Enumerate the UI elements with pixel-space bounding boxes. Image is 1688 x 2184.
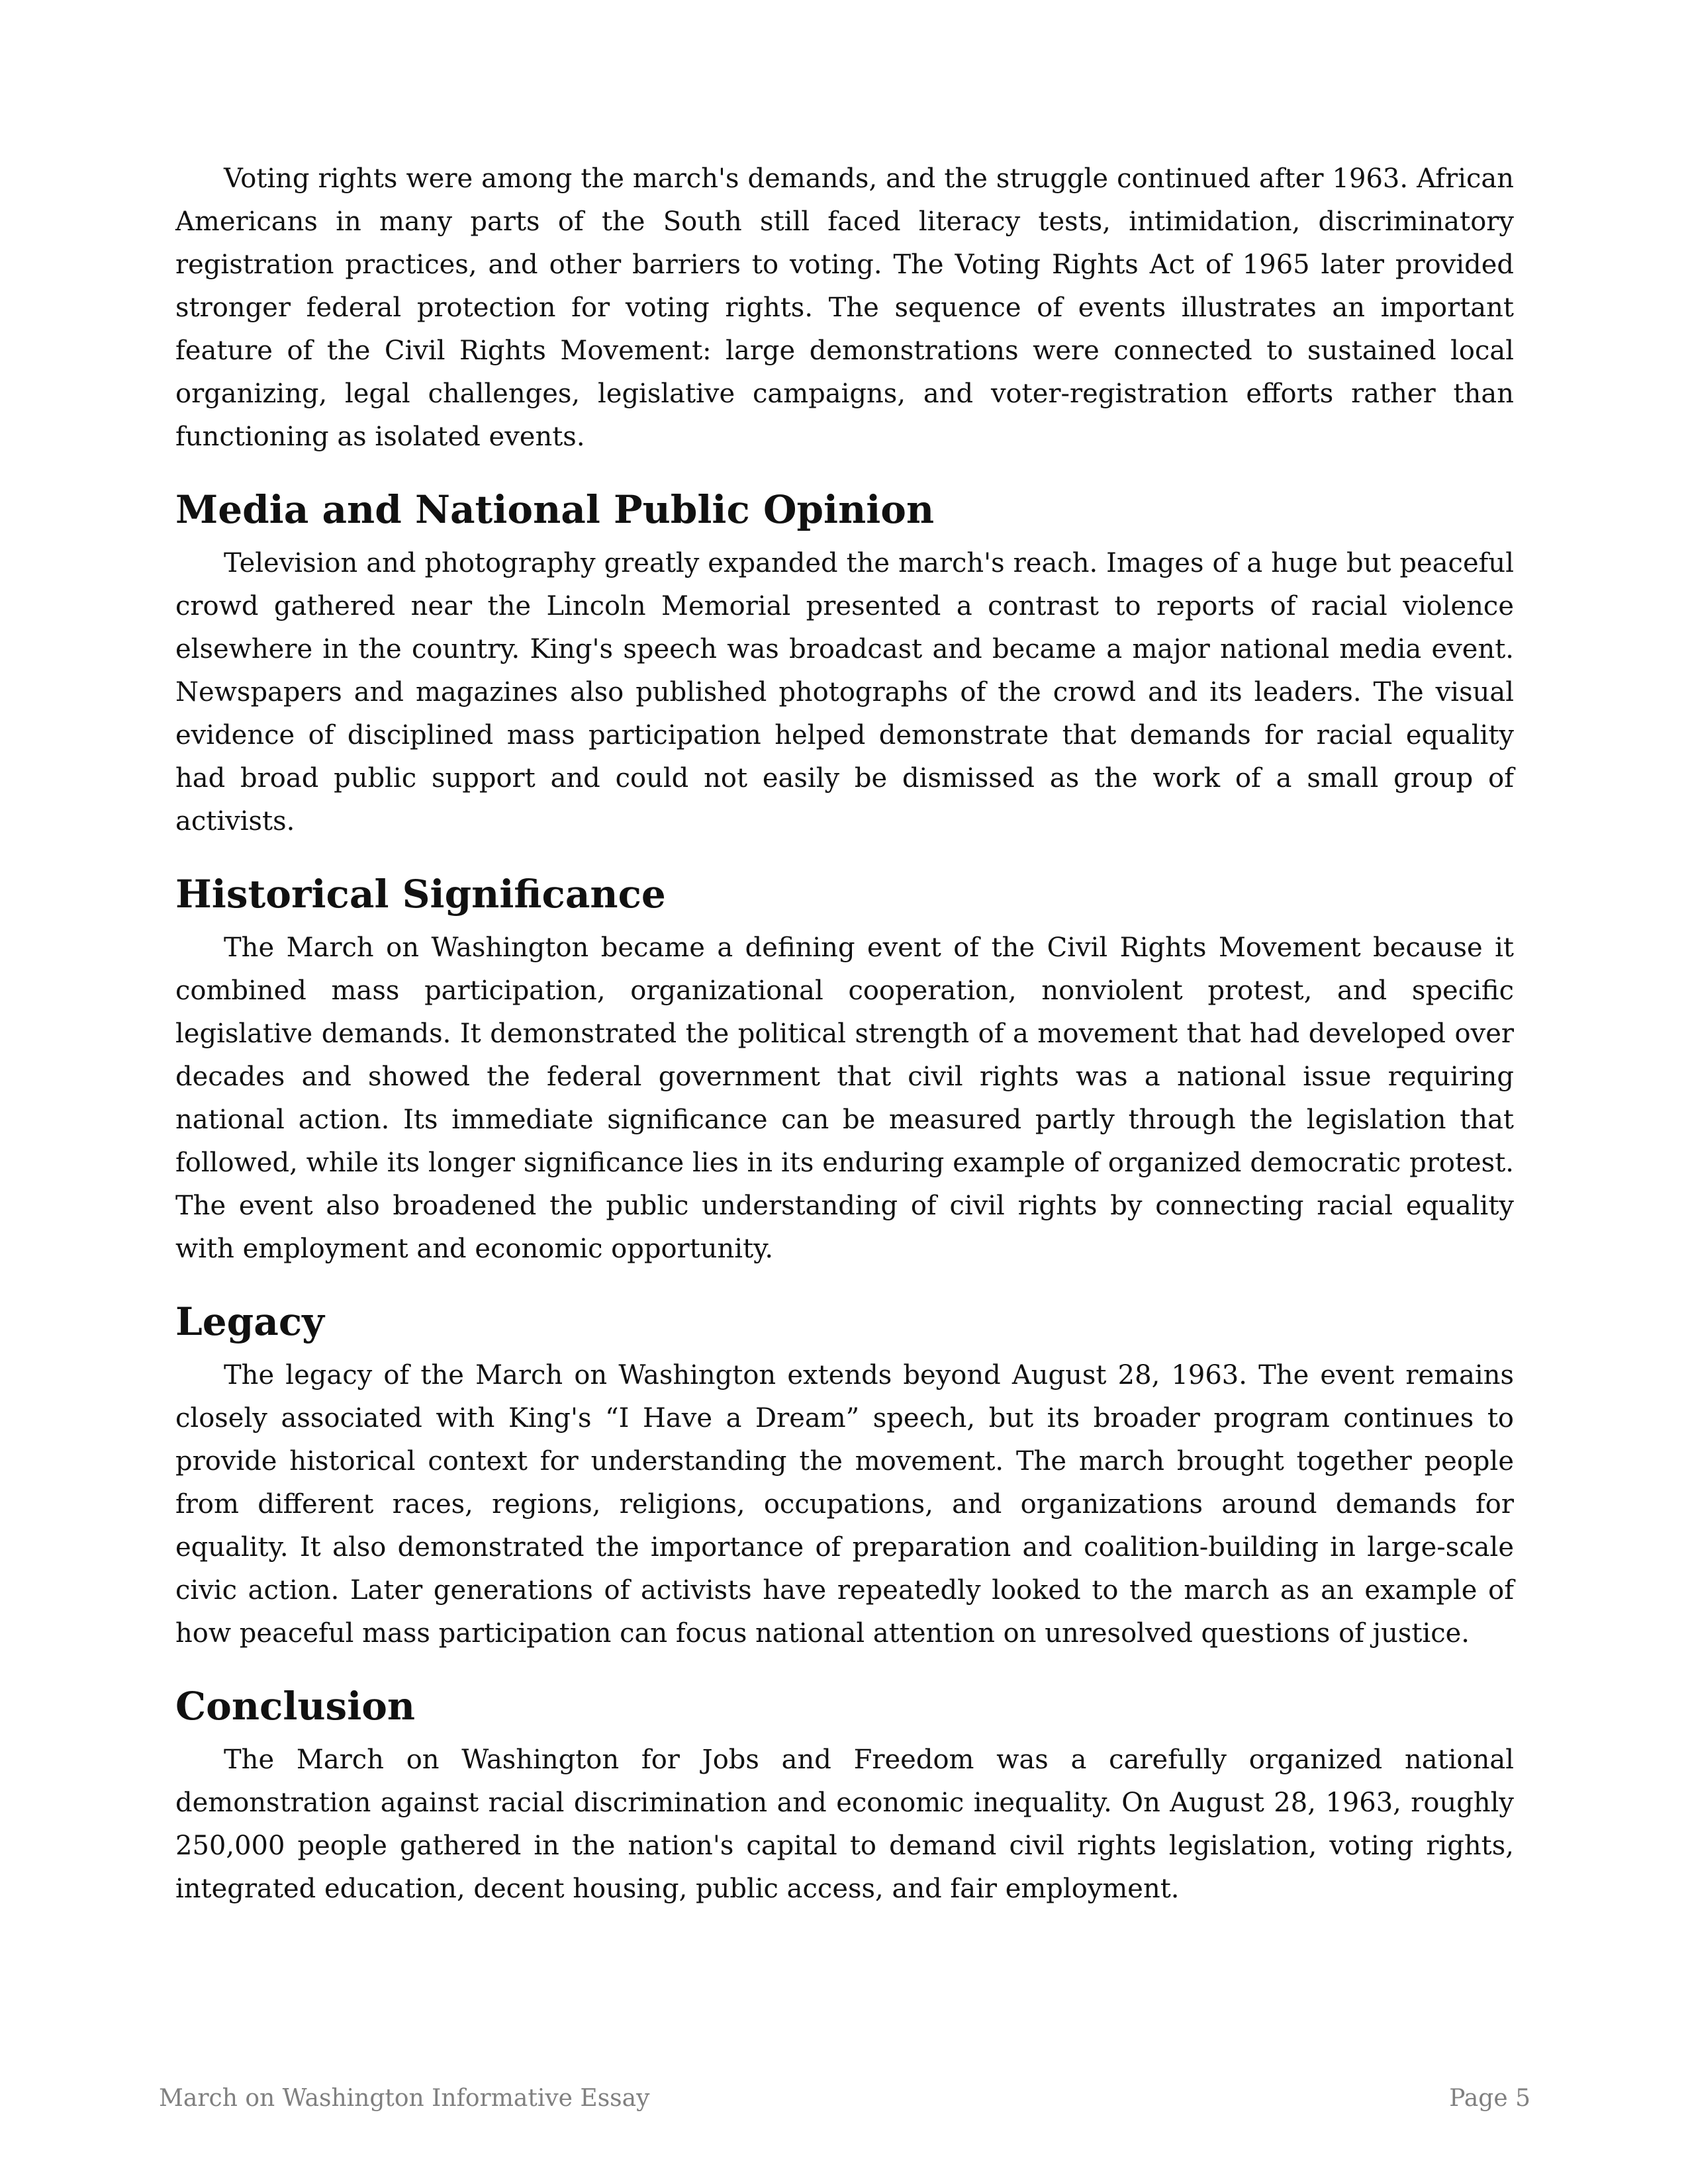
paragraph-historical-significance: The March on Washington became a defining event of the Civil Rights Movement because it combined mass participation, organizational cooperation, nonviolent protest, and specific legislative demands. It demonstrated the political strength of a movement that had developed over decades and showed the federal government that civil rights was a national issue requiring national action. Its immediate significance can be measured partly through the legislation that followed, while its longer significance lies in its enduring example of organized democratic protest. The event also broadened the public understanding of civil rights by connecting racial equality with employment and economic opportunity. (175, 933, 1514, 1264)
footer-document-title: March on Washington Informative Essay (159, 2085, 650, 2112)
page-footer (159, 2085, 1530, 2112)
heading-media-public-opinion: Media and National Public Opinion (175, 487, 935, 532)
heading-historical-significance: Historical Significance (175, 872, 666, 917)
paragraph-media-public-opinion: Television and photography greatly expanded the march's reach. Images of a huge but peaceful crowd gathered near the Lincoln Memorial presented a contrast to reports of racial violence elsewhere in the country. King's speech was broadcast and became a major national media event. Newspapers and magazines also published photographs of the crowd and its leaders. The visual evidence of disciplined mass participation helped demonstrate that demands for racial equality had broad public support and could not easily be dismissed as the work of a small group of activists. (175, 548, 1514, 837)
footer-page-number: Page 5 (1449, 2085, 1530, 2112)
heading-conclusion: Conclusion (175, 1684, 416, 1729)
intro-paragraph: Voting rights were among the march's demands, and the struggle continued after 1963. African Americans in many parts of the South still faced literacy tests, intimidation, discriminatory registration practices, and other barriers to voting. The Voting Rights Act of 1965 later provided stronger federal protection for voting rights. The sequence of events illustrates an important feature of the Civil Rights Movement: large demonstrations were connected to sustained local organizing, legal challenges, legislative campaigns, and voter-registration efforts rather than functioning as isolated events. (175, 163, 1514, 452)
paragraph-legacy: The legacy of the March on Washington extends beyond August 28, 1963. The event remains closely associated with King's “I Have a Dream” speech, but its broader program continues to provide historical context for understanding the movement. The march brought together people from different races, regions, religions, occupations, and organizations around demands for equality. It also demonstrated the importance of preparation and coalition-building in large-scale civic action. Later generations of activists have repeatedly looked to the march as an example of how peaceful mass participation can focus national attention on unresolved questions of justice. (175, 1360, 1514, 1649)
document-body (175, 158, 1514, 1911)
heading-legacy: Legacy (175, 1299, 324, 1344)
paragraph-conclusion: The March on Washington for Jobs and Freedom was a carefully organized national demonstration against racial discrimination and economic inequality. On August 28, 1963, roughly 250,000 people gathered in the nation's capital to demand civil rights legislation, voting rights, integrated education, decent housing, public access, and fair employment. (175, 1745, 1514, 1904)
